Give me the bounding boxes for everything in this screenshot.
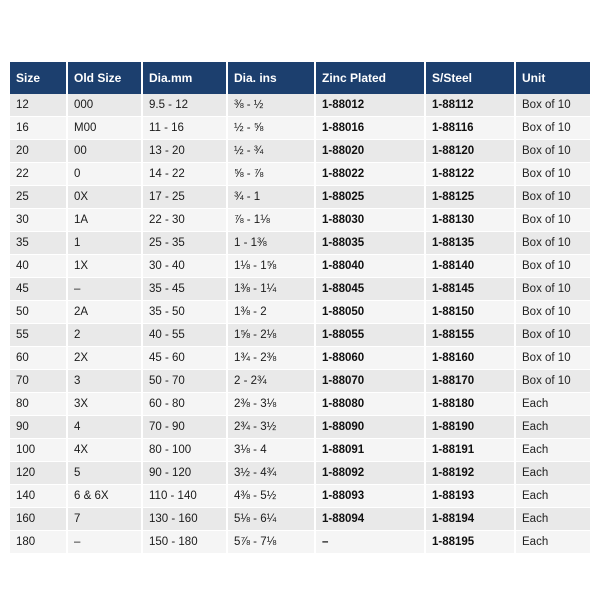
cell-unit: Each xyxy=(515,439,590,462)
cell-s-steel: 1-88116 xyxy=(425,117,515,140)
table-row xyxy=(10,117,590,140)
cell-old-size: 1A xyxy=(67,209,142,232)
column-header-s-steel: S/Steel xyxy=(425,62,515,94)
table-body xyxy=(10,94,590,554)
cell-zinc-plated: 1-88094 xyxy=(315,508,425,531)
cell-dia-mm: 130 - 160 xyxy=(142,508,227,531)
table-row xyxy=(10,232,590,255)
cell-s-steel: 1-88145 xyxy=(425,278,515,301)
cell-zinc-plated: 1-88016 xyxy=(315,117,425,140)
cell-s-steel: 1-88190 xyxy=(425,416,515,439)
table-row xyxy=(10,531,590,554)
column-header-unit: Unit xyxy=(515,62,590,94)
cell-size: 25 xyxy=(10,186,67,209)
cell-size: 180 xyxy=(10,531,67,554)
table-row xyxy=(10,255,590,278)
cell-unit: Box of 10 xyxy=(515,163,590,186)
cell-size: 30 xyxy=(10,209,67,232)
cell-old-size: 2 xyxy=(67,324,142,347)
cell-s-steel: 1-88135 xyxy=(425,232,515,255)
cell-dia-mm: 9.5 - 12 xyxy=(142,94,227,117)
cell-dia-mm: 45 - 60 xyxy=(142,347,227,370)
cell-s-steel: 1-88191 xyxy=(425,439,515,462)
table-row xyxy=(10,508,590,531)
cell-zinc-plated: 1-88025 xyxy=(315,186,425,209)
cell-zinc-plated: 1-88093 xyxy=(315,485,425,508)
table-header-row xyxy=(10,62,590,94)
cell-size: 50 xyxy=(10,301,67,324)
cell-size: 60 xyxy=(10,347,67,370)
cell-s-steel: 1-88155 xyxy=(425,324,515,347)
cell-dia-ins: 1⅜ - 1¼ xyxy=(227,278,315,301)
cell-s-steel: 1-88112 xyxy=(425,94,515,117)
cell-unit: Box of 10 xyxy=(515,255,590,278)
cell-dia-mm: 50 - 70 xyxy=(142,370,227,393)
cell-size: 80 xyxy=(10,393,67,416)
cell-size: 12 xyxy=(10,94,67,117)
table-row xyxy=(10,209,590,232)
cell-s-steel: 1-88130 xyxy=(425,209,515,232)
cell-unit: Box of 10 xyxy=(515,232,590,255)
cell-dia-ins: 3⅛ - 4 xyxy=(227,439,315,462)
cell-old-size: M00 xyxy=(67,117,142,140)
cell-dia-mm: 11 - 16 xyxy=(142,117,227,140)
cell-dia-ins: 1 - 1⅜ xyxy=(227,232,315,255)
cell-unit: Box of 10 xyxy=(515,324,590,347)
cell-s-steel: 1-88150 xyxy=(425,301,515,324)
cell-s-steel: 1-88193 xyxy=(425,485,515,508)
cell-zinc-plated: 1-88092 xyxy=(315,462,425,485)
cell-unit: Box of 10 xyxy=(515,301,590,324)
cell-zinc-plated: 1-88080 xyxy=(315,393,425,416)
cell-dia-ins: ⅞ - 1⅛ xyxy=(227,209,315,232)
cell-dia-mm: 25 - 35 xyxy=(142,232,227,255)
cell-unit: Each xyxy=(515,508,590,531)
cell-zinc-plated: 1-88070 xyxy=(315,370,425,393)
cell-unit: Box of 10 xyxy=(515,117,590,140)
cell-unit: Each xyxy=(515,416,590,439)
cell-s-steel: 1-88122 xyxy=(425,163,515,186)
cell-dia-ins: 3½ - 4¾ xyxy=(227,462,315,485)
cell-dia-ins: 5⅞ - 7⅛ xyxy=(227,531,315,554)
cell-dia-ins: 2 - 2¾ xyxy=(227,370,315,393)
cell-old-size: 7 xyxy=(67,508,142,531)
cell-old-size: 0 xyxy=(67,163,142,186)
cell-size: 70 xyxy=(10,370,67,393)
cell-unit: Box of 10 xyxy=(515,370,590,393)
cell-zinc-plated: 1-88091 xyxy=(315,439,425,462)
cell-dia-ins: 1⅝ - 2⅛ xyxy=(227,324,315,347)
table-row xyxy=(10,347,590,370)
table-row xyxy=(10,393,590,416)
cell-old-size: 4X xyxy=(67,439,142,462)
cell-dia-ins: ½ - ⅝ xyxy=(227,117,315,140)
cell-unit: Each xyxy=(515,485,590,508)
cell-old-size: 2X xyxy=(67,347,142,370)
column-header-dia-mm: Dia.mm xyxy=(142,62,227,94)
cell-dia-mm: 110 - 140 xyxy=(142,485,227,508)
table-row xyxy=(10,163,590,186)
cell-size: 120 xyxy=(10,462,67,485)
cell-zinc-plated: 1-88040 xyxy=(315,255,425,278)
cell-dia-mm: 30 - 40 xyxy=(142,255,227,278)
cell-size: 140 xyxy=(10,485,67,508)
cell-unit: Box of 10 xyxy=(515,209,590,232)
table-row xyxy=(10,278,590,301)
column-header-old-size: Old Size xyxy=(67,62,142,94)
cell-old-size: 000 xyxy=(67,94,142,117)
cell-old-size: 3 xyxy=(67,370,142,393)
cell-dia-ins: 1⅜ - 2 xyxy=(227,301,315,324)
cell-unit: Box of 10 xyxy=(515,278,590,301)
cell-dia-mm: 13 - 20 xyxy=(142,140,227,163)
cell-zinc-plated: 1-88020 xyxy=(315,140,425,163)
cell-size: 16 xyxy=(10,117,67,140)
table-row xyxy=(10,324,590,347)
cell-dia-mm: 35 - 50 xyxy=(142,301,227,324)
cell-size: 55 xyxy=(10,324,67,347)
cell-s-steel: 1-88120 xyxy=(425,140,515,163)
cell-dia-mm: 90 - 120 xyxy=(142,462,227,485)
cell-size: 40 xyxy=(10,255,67,278)
cell-dia-mm: 150 - 180 xyxy=(142,531,227,554)
cell-zinc-plated: 1-88030 xyxy=(315,209,425,232)
table-row xyxy=(10,370,590,393)
table-row xyxy=(10,301,590,324)
cell-dia-mm: 14 - 22 xyxy=(142,163,227,186)
cell-size: 20 xyxy=(10,140,67,163)
cell-s-steel: 1-88192 xyxy=(425,462,515,485)
table-row xyxy=(10,140,590,163)
cell-unit: Box of 10 xyxy=(515,186,590,209)
column-header-size: Size xyxy=(10,62,67,94)
cell-size: 35 xyxy=(10,232,67,255)
cell-old-size: 6 & 6X xyxy=(67,485,142,508)
cell-s-steel: 1-88194 xyxy=(425,508,515,531)
cell-dia-mm: 22 - 30 xyxy=(142,209,227,232)
cell-old-size: 1X xyxy=(67,255,142,278)
cell-unit: Each xyxy=(515,393,590,416)
cell-dia-mm: 17 - 25 xyxy=(142,186,227,209)
cell-unit: Box of 10 xyxy=(515,140,590,163)
cell-size: 22 xyxy=(10,163,67,186)
cell-old-size: 3X xyxy=(67,393,142,416)
cell-s-steel: 1-88160 xyxy=(425,347,515,370)
cell-old-size: – xyxy=(67,278,142,301)
cell-zinc-plated: 1-88060 xyxy=(315,347,425,370)
cell-dia-mm: 35 - 45 xyxy=(142,278,227,301)
cell-zinc-plated: 1-88022 xyxy=(315,163,425,186)
cell-dia-ins: ⅜ - ½ xyxy=(227,94,315,117)
cell-zinc-plated: 1-88090 xyxy=(315,416,425,439)
cell-s-steel: 1-88195 xyxy=(425,531,515,554)
cell-s-steel: 1-88180 xyxy=(425,393,515,416)
cell-unit: Each xyxy=(515,531,590,554)
hose-clip-size-table xyxy=(10,62,590,554)
cell-old-size: 1 xyxy=(67,232,142,255)
cell-zinc-plated: 1-88055 xyxy=(315,324,425,347)
cell-unit: Box of 10 xyxy=(515,347,590,370)
cell-unit: Box of 10 xyxy=(515,94,590,117)
cell-old-size: 5 xyxy=(67,462,142,485)
table-row xyxy=(10,94,590,117)
cell-zinc-plated: 1-88045 xyxy=(315,278,425,301)
cell-dia-ins: ⅝ - ⅞ xyxy=(227,163,315,186)
cell-dia-ins: ½ - ¾ xyxy=(227,140,315,163)
table-row xyxy=(10,485,590,508)
cell-size: 90 xyxy=(10,416,67,439)
cell-s-steel: 1-88125 xyxy=(425,186,515,209)
cell-old-size: 4 xyxy=(67,416,142,439)
cell-dia-ins: 2⅜ - 3⅛ xyxy=(227,393,315,416)
cell-unit: Each xyxy=(515,462,590,485)
table-row xyxy=(10,416,590,439)
column-header-dia-ins: Dia. ins xyxy=(227,62,315,94)
cell-dia-ins: 2¾ - 3½ xyxy=(227,416,315,439)
cell-size: 160 xyxy=(10,508,67,531)
cell-dia-ins: 5⅛ - 6¼ xyxy=(227,508,315,531)
cell-old-size: 2A xyxy=(67,301,142,324)
cell-zinc-plated: 1-88012 xyxy=(315,94,425,117)
cell-dia-ins: 4⅜ - 5½ xyxy=(227,485,315,508)
cell-dia-ins: 1⅛ - 1⅝ xyxy=(227,255,315,278)
table-row xyxy=(10,462,590,485)
cell-dia-ins: 1¾ - 2⅜ xyxy=(227,347,315,370)
cell-dia-mm: 40 - 55 xyxy=(142,324,227,347)
cell-zinc-plated: 1-88035 xyxy=(315,232,425,255)
cell-zinc-plated: – xyxy=(315,531,425,554)
cell-dia-mm: 80 - 100 xyxy=(142,439,227,462)
table-header xyxy=(10,62,590,94)
table-row xyxy=(10,439,590,462)
cell-old-size: 0X xyxy=(67,186,142,209)
cell-dia-ins: ¾ - 1 xyxy=(227,186,315,209)
cell-old-size: 00 xyxy=(67,140,142,163)
cell-size: 100 xyxy=(10,439,67,462)
table-row xyxy=(10,186,590,209)
cell-old-size: – xyxy=(67,531,142,554)
cell-s-steel: 1-88170 xyxy=(425,370,515,393)
column-header-zinc-plated: Zinc Plated xyxy=(315,62,425,94)
cell-zinc-plated: 1-88050 xyxy=(315,301,425,324)
cell-dia-mm: 70 - 90 xyxy=(142,416,227,439)
cell-dia-mm: 60 - 80 xyxy=(142,393,227,416)
cell-size: 45 xyxy=(10,278,67,301)
cell-s-steel: 1-88140 xyxy=(425,255,515,278)
